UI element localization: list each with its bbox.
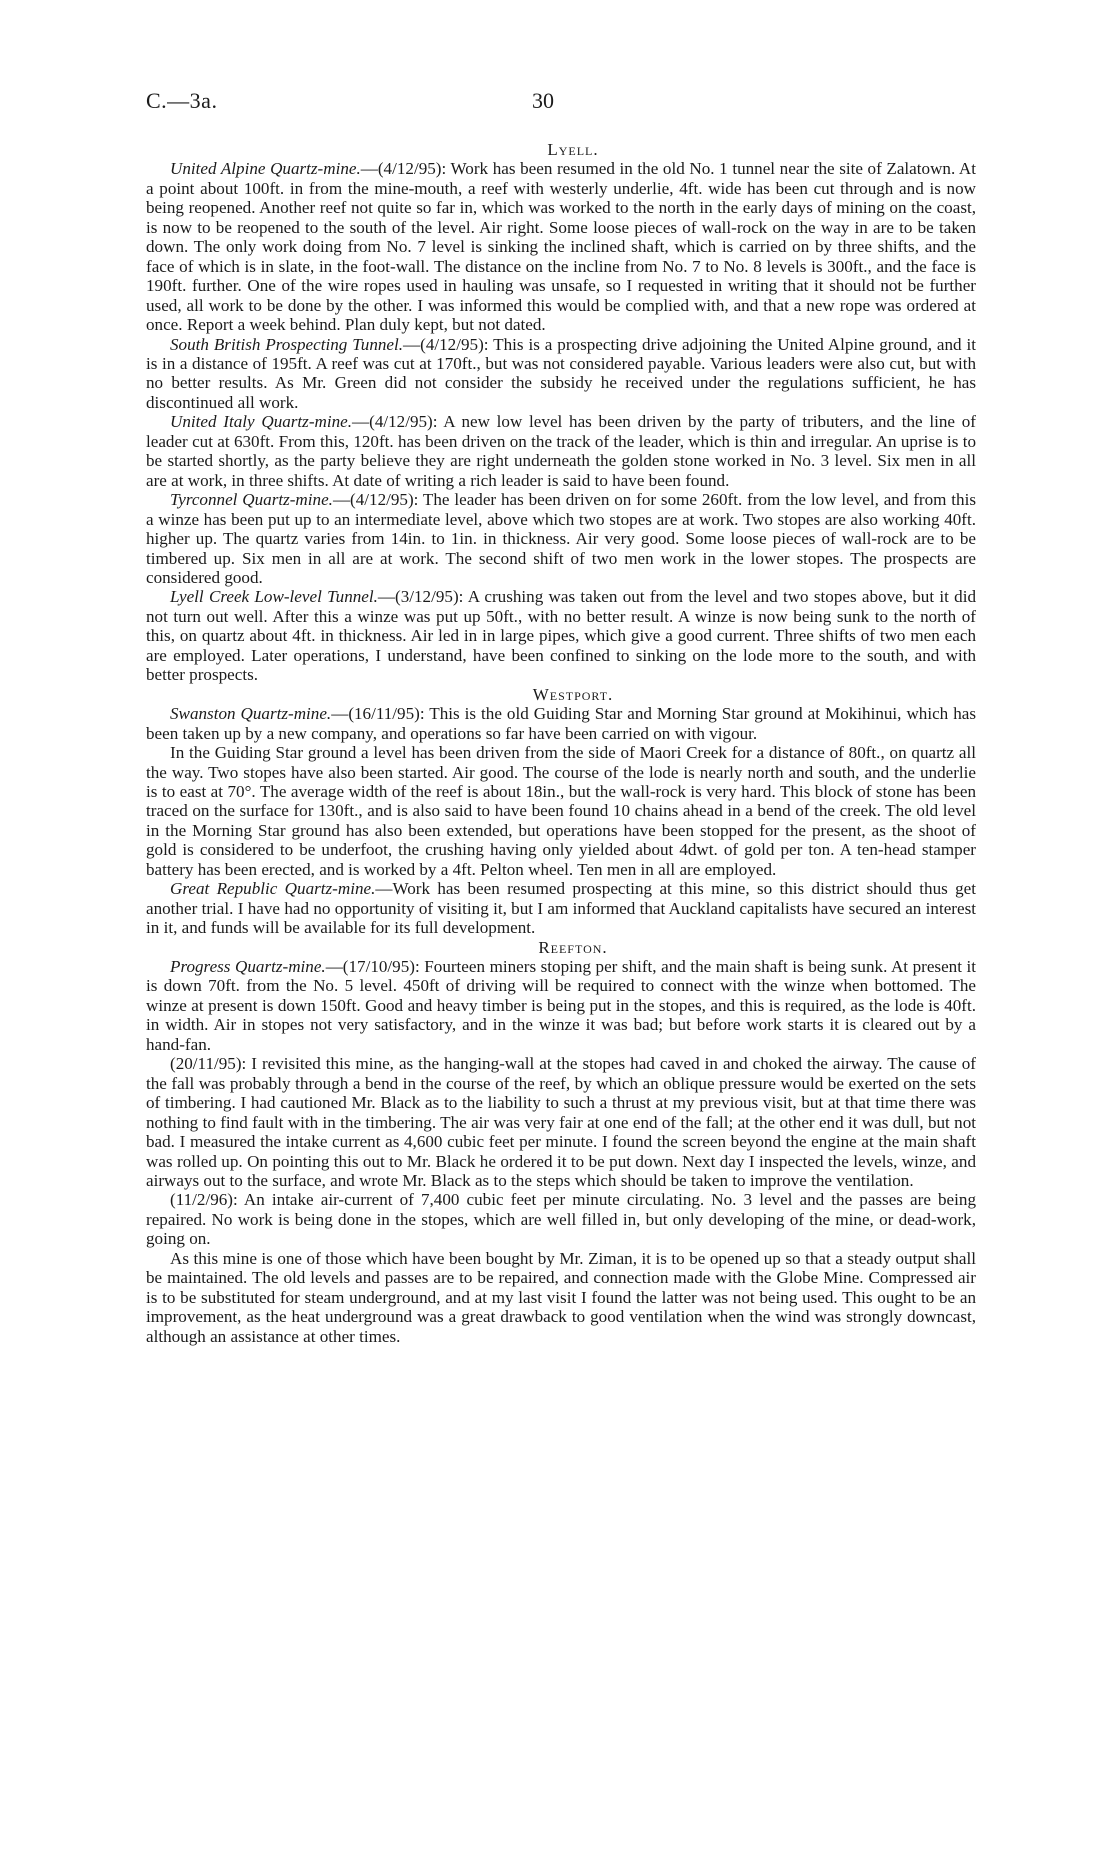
mine-report [146, 335, 976, 413]
mine-report [146, 743, 976, 879]
report-text: —(4/12/95): The leader has been driven on for some 260ft. from the low level, and from this a winze has been put up to an intermediate level, above which two stopes are at work. Two stopes are also working 40ft. higher up. The quartz varies from 14in. to 1in. in thickness. Air very good. Some loose pieces of wall-rock are to be timbered up. Six men in all are at work. The second shift of two men work in the lower stopes. The prospects are considered good. [146, 490, 976, 587]
report-body [146, 140, 976, 1346]
page-header [0, 88, 1114, 118]
mine-report [146, 1054, 976, 1190]
page-number: 30 [532, 88, 554, 113]
report-text: —Work has been resumed prospecting at this mine, so this district should thus get another trial. I have had no opportunity of visiting it, but I am informed that Auckland capitalists have secured an interest in it, and funds will be available for its full development. [146, 879, 976, 938]
mine-name: Lyell Creek Low-level Tunnel. [170, 587, 378, 607]
mine-report [146, 490, 976, 587]
mine-report [146, 1249, 976, 1346]
section-heading: Reefton. [538, 937, 608, 957]
report-text: —(3/12/95): A crushing was taken out from the level and two stopes above, but it did not turn out well. After this a winze was put up 50ft., with no better result. A winze is now being sunk to the north of this, on quartz about 4ft. in thickness. Air led in in large pipes, which give a good current. Three shifts of two men each are employed. Later operations, I understand, have been confined to sinking on the lode more to the south, and with better prospects. [146, 587, 977, 685]
mine-report [146, 159, 976, 334]
mine-name: United Alpine Quartz-mine. [170, 159, 361, 179]
mine-name: Tyrconnel Quartz-mine. [170, 490, 333, 510]
section-heading: Lyell. [547, 140, 599, 159]
report-text: —(4/12/95): A new low level has been driven by the party of tributers, and the line of leader cut at 630ft. From this, 120ft. has been driven on the track of the leader, which is thin and irregular. An uprise is to be started shortly, as the party believe they are right underneath the golden stone worked in No. 3 level. Six men in all are at work, in three shifts. At date of writing a rich leader is said to have been found. [146, 412, 976, 490]
mine-report [146, 704, 976, 743]
mine-report [146, 1190, 976, 1248]
section-heading: Westport. [532, 684, 614, 704]
mine-name: Great Republic Quartz-mine. [170, 879, 376, 899]
report-text: —(4/12/95): This is a prospecting drive adjoining the United Alpine ground, and it is in a distance of 195ft. A reef was cut at 170ft., but was not considered payable. Various leaders were also cut, but with no better results. As Mr. Green did not consider the subsidy he received under the regulations sufficient, he has discontinued all work. [146, 334, 976, 412]
mine-name: Progress Quartz-mine. [170, 957, 326, 977]
section-westport [146, 685, 976, 938]
mine-report [146, 957, 976, 1054]
mine-report [146, 879, 976, 937]
report-text: (20/11/95): I revisited this mine, as the hanging-wall at the stopes had caved in and choked the airway. The cause of the fall was probably through a bend in the course of the reef, by which an oblique pressure would be exerted on the sets of timbering. I had cautioned Mr. Black as to the liability to such a thrust at my previous visit, but at that time there was nothing to find fault with in the timbering. The air was very fair at one end of the fall; at the other end it was dull, but not bad. I measured the intake current as 4,600 cubic feet per minute. I found the screen beyond the engine at the main shaft was rolled up. On pointing this out to Mr. Black he ordered it to be put down. Next day I inspected the levels, winze, and airways out to the surface, and wrote Mr. Black as to the steps which should be taken to improve the ventilation. [146, 1054, 976, 1191]
section-lyell [146, 140, 976, 685]
report-text: —(17/10/95): Fourteen miners stoping per shift, and the main shaft is being sunk. At present it is down 70ft. from the No. 5 level. 450ft of driving will be required to connect with the winze when bottomed. The winze at present is down 150ft. Good and heavy timber is being put in the stopes, and this is required, as the lode is 40ft. in width. Air in stopes not very satisfactory, and in the winze it was bad; but before work starts it is cleared out by a hand-fan. [146, 957, 976, 1054]
report-text: As this mine is one of those which have been bought by Mr. Ziman, it is to be opened up so that a steady output shall be maintained. The old levels and passes are to be repaired, and connection made with the Globe Mine. Compressed air is to be substituted for steam underground, and at my last visit I found the latter was not being used. This ought to be an improvement, as the heat underground was a great drawback to good ventilation when the wind was strongly downcast, although an assistance at other times. [146, 1248, 976, 1346]
report-text: —(4/12/95): Work has been resumed in the old No. 1 tunnel near the site of Zalatown. At a point about 100ft. in from the mine-mouth, a reef with westerly underlie, 4ft. wide has been cut through and is now being reopened. Another reef not quite so far in, which was worked to the north in the early days of mining on the coast, is now to be reopened to the south of the level. Air right. Some loose pieces of wall-rock on the way in are to be taken down. The only work doing from No. 7 level is sinking the inclined shaft, which is carried on by three shifts, and the face of which is in slate, in the foot-wall. The distance on the incline from No. 7 to No. 8 levels is 300ft., and the face is 190ft. further. One of the wire ropes used in hauling was unsafe, so I requested in writing that it should not be further used, all work to be done by the other. I was informed this would be complied with, and that a new rope was ordered at once. Report a week behind. Plan duly kept, but not dated. [146, 159, 977, 335]
section-reefton [146, 938, 976, 1347]
mine-name: United Italy Quartz-mine. [170, 412, 353, 432]
mine-name: South British Prospecting Tunnel. [170, 334, 404, 354]
mine-report [146, 412, 976, 490]
report-text: (11/2/96): An intake air-current of 7,400 cubic feet per minute circulating. No. 3 level and the passes are being repaired. No work is being done in the stopes, which are well filled in, but only developing of the mine, or dead-work, going on. [146, 1190, 976, 1249]
report-text: —(16/11/95): This is the old Guiding Star and Morning Star ground at Mokihinui, which has been taken up by a new company, and operations so far have been carried on with vigour. [146, 704, 976, 743]
series-code: C.—3a. [146, 88, 218, 113]
report-text: In the Guiding Star ground a level has been driven from the side of Maori Creek for a distance of 80ft., on quartz all the way. Two stopes have also been started. Air good. The course of the lode is nearly north and south, and the underlie is to east at 70°. The average width of the reef is about 18in., but the wall-rock is very hard. This block of stone has been traced on the surface for 130ft., and is also said to have been found 10 chains ahead in a bend of the creek. The old level in the Morning Star ground has also been extended, but operations have been stopped for the present, as the shoot of gold is considered to be underfoot, the crushing having only yielded about 4dwt. of gold per ton. A ten-head stamper battery has been erected, and is worked by a 4ft. Pelton wheel. Ten men in all are employed. [146, 743, 976, 879]
mine-report [146, 587, 976, 684]
mine-name: Swanston Quartz-mine. [170, 704, 332, 724]
